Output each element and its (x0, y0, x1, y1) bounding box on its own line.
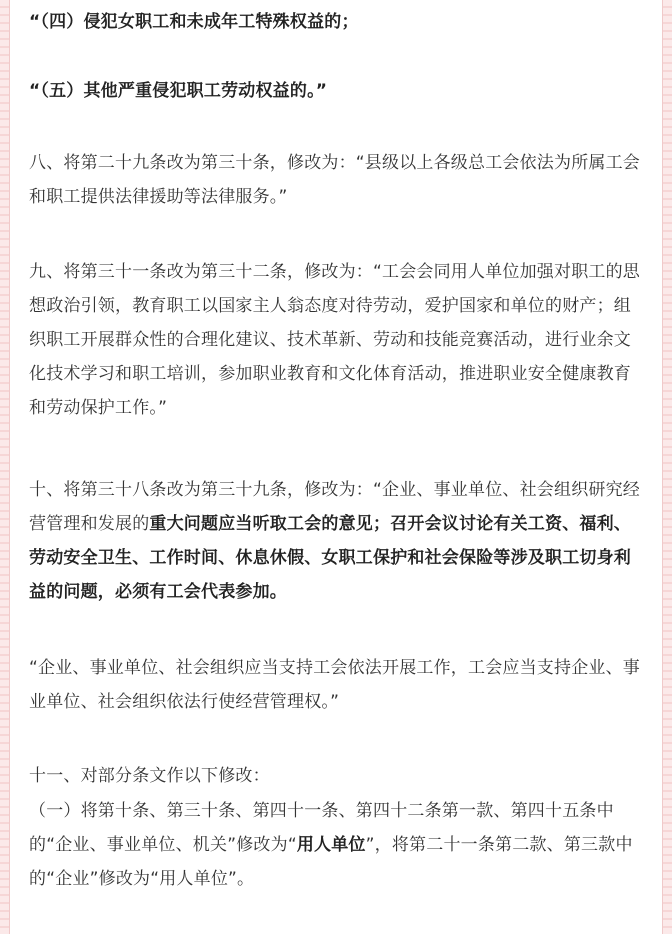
paragraph-article-9: 九、将第三十一条改为第三十二条，修改为：“工会会同用人单位加强对职工的思想政治引领，教育职工以国家主人翁态度对待劳动，爱护国家和单位的财产；组织职工开展群众性的合理化建议、技术革新、劳动和技能竞赛活动，进行业余文化技术学习和职工培训，参加职业教育和文化体育活动，推进职业安全健康教育和劳动保护工作。” (29, 262, 641, 418)
article-10-bold: 重大问题应当听取工会的意见；召开会议讨论有关工资、福利、劳动安全卫生、工作时间、休息休假、女职工保护和社会保险等涉及职工切身利益的问题，必须有工会代表参加。 (29, 514, 632, 602)
clause-item-5: “（五）其他严重侵犯职工劳动权益的。” (29, 81, 328, 101)
left-border-decoration (0, 0, 10, 934)
paragraph-article-10-continued: “企业、事业单位、社会组织应当支持工会依法开展工作，工会应当支持企业、事业单位、社会组织依法行使经营管理权。” (29, 658, 641, 712)
paragraph-article-11-sub-1 (29, 794, 647, 896)
article-11-sub-1-text-b: ”，将第二十一条第二款、第三款中的“企业”修改为“用人单位”。 (29, 835, 633, 889)
paragraph-article-10 (29, 473, 647, 609)
article-11-sub-1-text-a: （一）将第十条、第三十条、第四十一条、第四十二条第一款、第四十五条中的“企业、事业单位、机关”修改为“ (29, 801, 614, 855)
article-11-sub-1-bold: 用人单位 (296, 835, 366, 855)
article-10-lead: 十、将第三十八条改为第三十九条，修改为：“企业、事业单位、社会组织研究经营管理和发展的 (29, 480, 641, 534)
paragraph-article-11-heading: 十一、对部分条文作以下修改： (29, 766, 270, 786)
right-border-decoration (662, 0, 672, 934)
paragraph-article-8: 八、将第二十九条改为第三十条，修改为：“县级以上各级总工会依法为所属工会和职工提供法律援助等法律服务。” (29, 153, 641, 207)
clause-item-4: “（四）侵犯女职工和未成年工特殊权益的； (29, 12, 359, 32)
